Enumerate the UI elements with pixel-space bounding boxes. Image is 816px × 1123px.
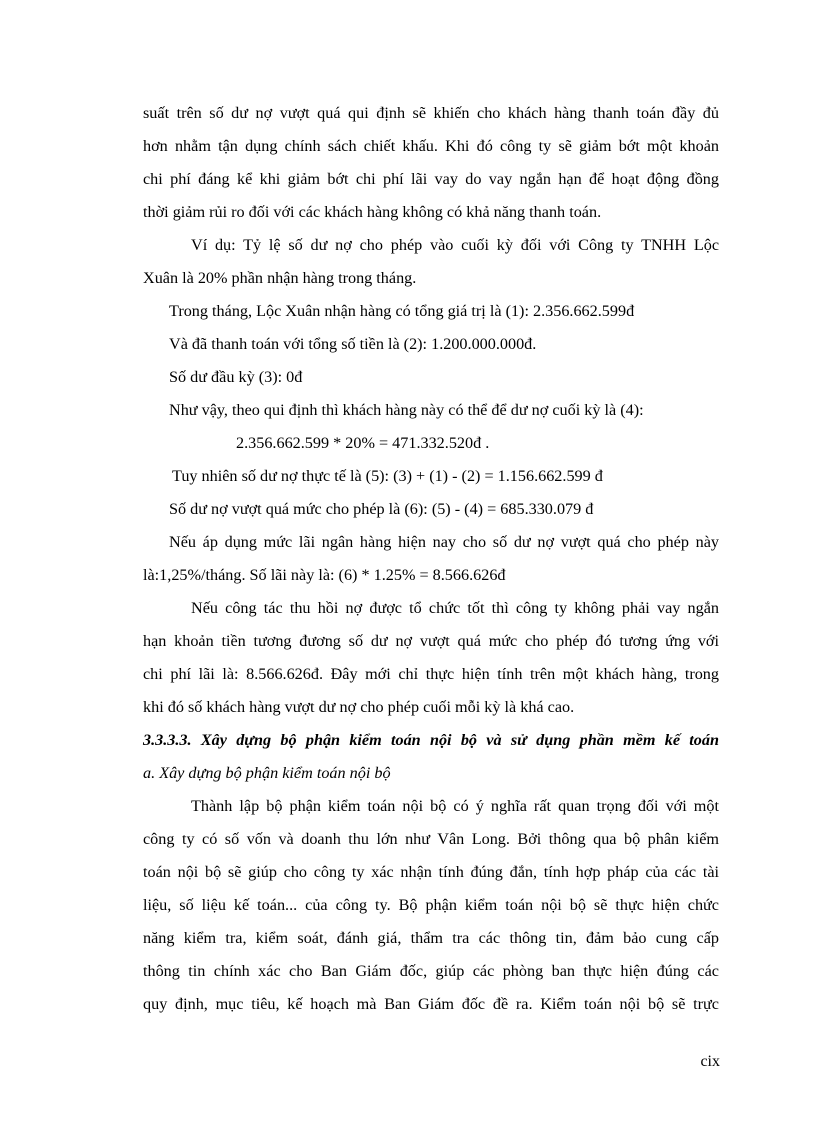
calculation-line: Trong tháng, Lộc Xuân nhận hàng có tổng giá trị là (1): 2.356.662.599đ [169, 302, 635, 320]
paragraph-line: công ty có số vốn và doanh thu lớn như Vân Long. Bởi thông qua bộ phân kiểm [143, 830, 719, 848]
calculation-line: Và đã thanh toán với tổng số tiền là (2): 1.200.000.000đ. [169, 335, 537, 353]
calculation-line: là:1,25%/tháng. Số lãi này là: (6) * 1.25% = 8.566.626đ [143, 566, 506, 584]
paragraph-line: chi phí đáng kể khi giảm bớt chi phí lãi vay do vay ngắn hạn để hoạt động đồng [143, 170, 719, 188]
paragraph-line: hạn khoản tiền tương đương số dư nợ vượt quá mức cho phép đó tương ứng với [143, 632, 719, 650]
calculation-line: Tuy nhiên số dư nợ thực tế là (5): (3) + (1) - (2) = 1.156.662.599 đ [172, 467, 603, 485]
paragraph-line: quy định, mục tiêu, kế hoạch mà Ban Giám đốc đề ra. Kiểm toán nội bộ sẽ trực [143, 995, 719, 1013]
paragraph-line: thời giảm rủi ro đối với các khách hàng không có khả năng thanh toán. [143, 203, 602, 221]
page-number: cix [700, 1053, 720, 1070]
paragraph-line: thông tin chính xác cho Ban Giám đốc, giúp các phòng ban thực hiện đúng các [143, 962, 719, 980]
paragraph-line: liệu, số liệu kế toán... của công ty. Bộ phận kiểm toán nội bộ sẽ thực hiện chức [143, 896, 719, 914]
paragraph-line: toán nội bộ sẽ giúp cho công ty xác nhận tính đúng đắn, tính hợp pháp của các tài [143, 863, 719, 881]
calculation-line: Nếu áp dụng mức lãi ngân hàng hiện nay cho số dư nợ vượt quá cho phép này [169, 533, 719, 551]
paragraph-line: khi đó số khách hàng vượt dư nợ cho phép cuối mỗi kỳ là khá cao. [143, 698, 575, 716]
subsection-heading: a. Xây dựng bộ phận kiểm toán nội bộ [143, 764, 391, 782]
calculation-line: Số dư nợ vượt quá mức cho phép là (6): (5) - (4) = 685.330.079 đ [169, 500, 594, 518]
paragraph-line: hơn nhằm tận dụng chính sách chiết khấu. Khi đó công ty sẽ giảm bớt một khoản [143, 137, 719, 155]
calculation-line: Số dư đầu kỳ (3): 0đ [169, 368, 303, 386]
section-heading: 3.3.3.3. Xây dựng bộ phận kiểm toán nội bộ và sử dụng phần mềm kế toán [143, 731, 719, 749]
paragraph-line: Xuân là 20% phần nhận hàng trong tháng. [143, 269, 417, 287]
calculation-line: Như vậy, theo qui định thì khách hàng này có thể để dư nợ cuối kỳ là (4): [169, 401, 644, 419]
paragraph-line: năng kiểm tra, kiểm soát, đánh giá, thẩm tra các thông tin, đảm bảo cung cấp [143, 929, 719, 947]
paragraph-line: Thành lập bộ phận kiểm toán nội bộ có ý nghĩa rất quan trọng đối với một [191, 797, 719, 815]
paragraph-line: Nếu công tác thu hồi nợ được tổ chức tốt thì công ty không phải vay ngắn [191, 599, 719, 617]
paragraph-line: Ví dụ: Tỷ lệ số dư nợ cho phép vào cuối kỳ đối với Công ty TNHH Lộc [191, 236, 719, 254]
paragraph-line: chi phí lãi là: 8.566.626đ. Đây mới chỉ thực hiện tính trên một khách hàng, trong [143, 665, 719, 683]
paragraph-line: suất trên số dư nợ vượt quá qui định sẽ khiến cho khách hàng thanh toán đầy đủ [143, 104, 719, 122]
formula-line: 2.356.662.599 * 20% = 471.332.520đ . [236, 434, 490, 452]
